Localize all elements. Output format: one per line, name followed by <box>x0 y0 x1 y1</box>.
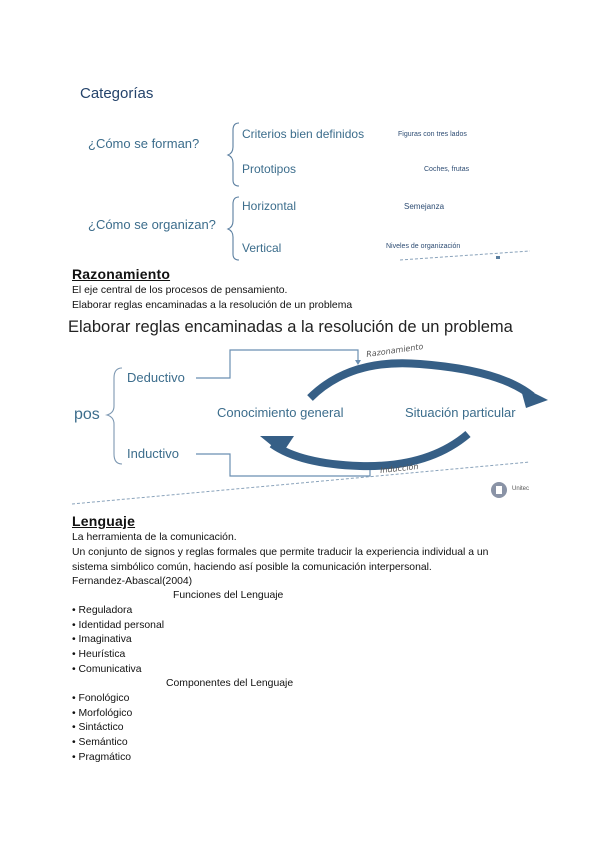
diagram-title: Elaborar reglas encaminadas a la resolución de un problema <box>68 318 513 336</box>
funcion-item: • Identidad personal <box>72 620 165 631</box>
funcion-item: • Reguladora <box>72 605 133 616</box>
deductivo-label: Deductivo <box>127 370 185 385</box>
componente-label: Morfológico <box>78 708 133 719</box>
componente-label: Pragmático <box>78 752 132 763</box>
tipos-label: pos <box>74 406 100 423</box>
lenguaje-line-3: sistema simbólico común, haciendo así posible la comunicación interpersonal. <box>72 562 432 573</box>
componente-item: • Morfológico <box>72 708 133 719</box>
funcion-label: Reguladora <box>78 605 133 616</box>
criterios-label: Criterios bien definidos <box>242 127 365 141</box>
funcion-label: Imaginativa <box>78 634 132 645</box>
conocimiento-label: Conocimiento general <box>217 405 344 420</box>
note-niveles: Niveles de organización <box>386 243 461 250</box>
logo-text: Unitec <box>512 486 530 492</box>
funcion-label: Identidad personal <box>78 620 165 631</box>
componente-label: Fonológico <box>78 693 130 704</box>
razonamiento-line-1: El eje central de los procesos de pensamiento. <box>72 285 288 296</box>
componentes-title: Componentes del Lenguaje <box>166 678 294 689</box>
componente-label: Sintáctico <box>78 722 124 733</box>
funcion-label: Comunicativa <box>78 664 142 675</box>
note-bottom: Inducción <box>379 462 419 475</box>
note-top: Razonamiento <box>365 342 424 359</box>
categorias-figure <box>0 80 600 265</box>
note-coches: Coches, frutas <box>424 166 470 173</box>
funcion-label: Heurística <box>78 649 126 660</box>
funciones-title: Funciones del Lenguaje <box>173 590 284 601</box>
componente-label: Semántico <box>78 737 128 748</box>
situacion-label: Situación particular <box>405 405 516 420</box>
unitec-logo <box>489 480 509 500</box>
prototipos-label: Prototipos <box>242 162 297 176</box>
componente-item: • Sintáctico <box>72 722 124 733</box>
note-semejanza: Semejanza <box>404 202 445 211</box>
question-form: ¿Cómo se forman? <box>88 136 200 151</box>
funcion-item: • Heurística <box>72 649 126 660</box>
razonamiento-line-2: Elaborar reglas encaminadas a la resolución de un problema <box>72 300 353 311</box>
question-organize: ¿Cómo se organizan? <box>88 217 216 232</box>
lenguaje-line-2: Un conjunto de signos y reglas formales que permite traducir la experiencia individual a un <box>72 547 489 558</box>
razonamiento-heading: Razonamiento <box>72 266 171 282</box>
funcion-item: • Imaginativa <box>72 634 132 645</box>
note-figuras: Figuras con tres lados <box>398 131 467 138</box>
categorias-title: Categorías <box>80 85 154 102</box>
lenguaje-line-4: Fernandez-Abascal(2004) <box>72 576 193 587</box>
componente-item: • Pragmático <box>72 752 132 763</box>
componente-item: • Fonológico <box>72 693 130 704</box>
horizontal-label: Horizontal <box>242 199 297 213</box>
categorias-divider <box>400 248 535 263</box>
inductivo-label: Inductivo <box>127 446 180 461</box>
razonamiento-diagram <box>0 316 600 506</box>
funcion-item: • Comunicativa <box>72 664 142 675</box>
vertical-label: Vertical <box>242 241 282 255</box>
lenguaje-line-1: La herramienta de la comunicación. <box>72 532 237 543</box>
lenguaje-heading: Lenguaje <box>72 513 136 529</box>
componente-item: • Semántico <box>72 737 128 748</box>
